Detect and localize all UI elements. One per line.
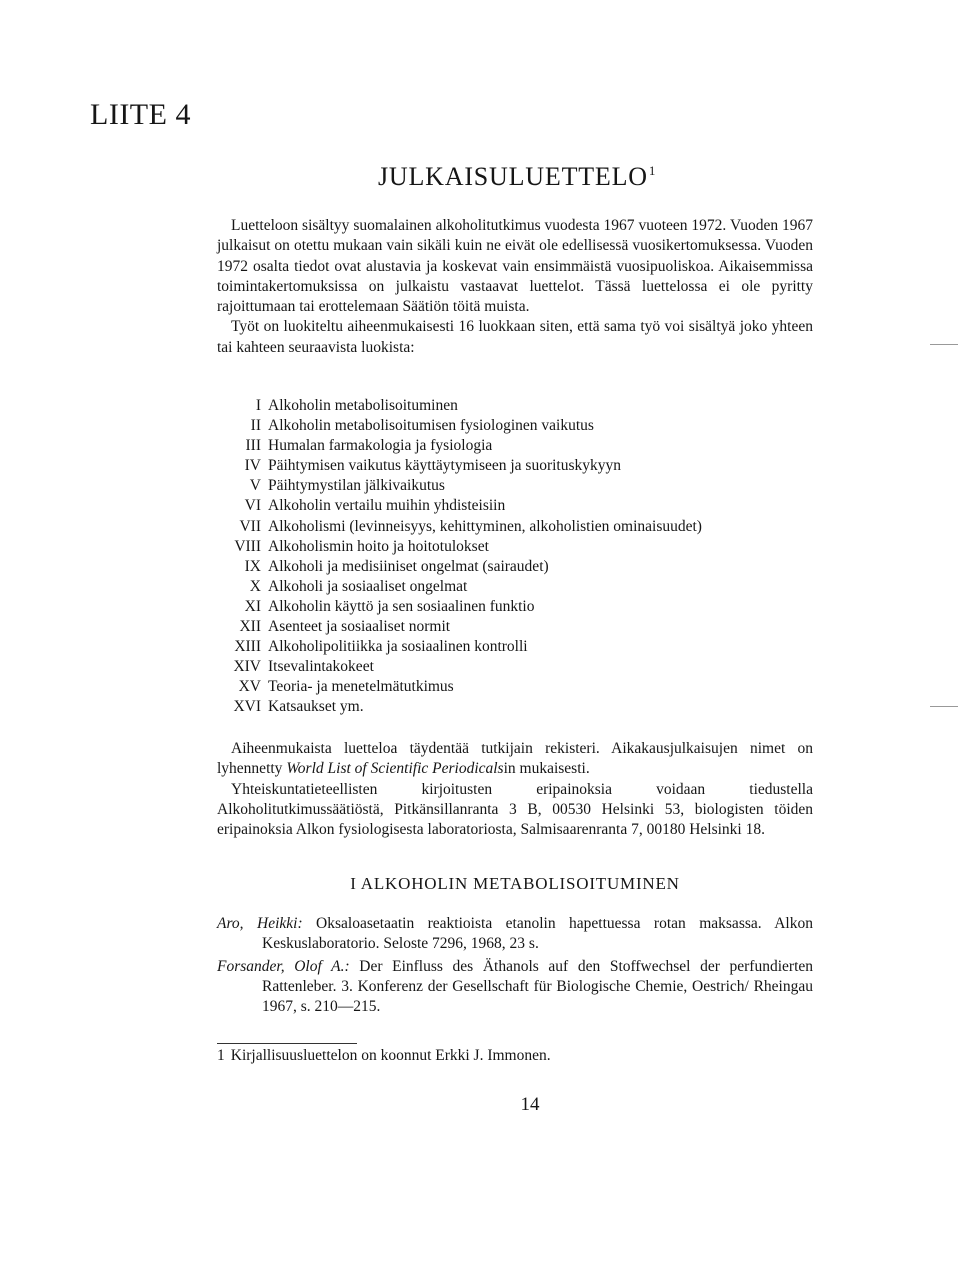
abbreviation-note bbox=[217, 739, 813, 780]
scan-artifact bbox=[930, 344, 958, 345]
reference-author: Aro, Heikki: bbox=[217, 915, 303, 932]
category-item bbox=[217, 657, 837, 677]
category-item bbox=[217, 476, 837, 496]
category-item bbox=[217, 436, 837, 456]
notes-section bbox=[217, 739, 813, 840]
category-number: V bbox=[249, 477, 261, 495]
category-item bbox=[217, 517, 837, 537]
category-item bbox=[217, 637, 837, 657]
category-item bbox=[217, 697, 837, 717]
category-number: XI bbox=[244, 597, 261, 615]
category-item bbox=[217, 597, 837, 617]
category-label: Asenteet ja sosiaaliset normit bbox=[268, 618, 451, 636]
category-number: XV bbox=[238, 678, 261, 696]
category-number: XVI bbox=[233, 698, 261, 716]
category-label: Päihtymisen vaikutus käyttäytymiseen ja suorituskykyyn bbox=[268, 457, 622, 475]
scan-artifact bbox=[930, 706, 958, 707]
footnote bbox=[217, 1047, 551, 1065]
category-number: IV bbox=[244, 457, 261, 475]
intro-paragraph-1: Luetteloon sisältyy suomalainen alkoholitutkimus vuodesta 1967 vuoteen 1972. Vuoden 1967 julkaisut on otettu mukaan vain sikäli kuin ne eivät ole edellisessä vuosikertomuksessa. Vuoden 1972 osalta tiedot ovat alustavia ja koskevat vain ensimmäistä vuosipuoliskoa. Aikaisemmissa toimintakertomuksissa on julkaistu vastaavat luettelot. Tässä luettelossa ei ole pyritty rajoittumaan tai erottelemaan Säätiön töitä muista. bbox=[217, 217, 813, 316]
category-number: VIII bbox=[234, 537, 261, 555]
abbreviation-source: World List of Scientific Periodicals bbox=[286, 760, 504, 778]
category-number: X bbox=[249, 577, 261, 595]
category-number: IX bbox=[244, 557, 261, 575]
abbreviation-text: Aikakausjulkaisujen nimet on lyhennetty bbox=[217, 740, 813, 778]
intro-paragraph-2: Työt on luokiteltu aiheenmukaisesti 16 luokkaan siten, että sama työ voi sisältyä joko yhteen tai kahteen seuraavista luokista: bbox=[217, 318, 813, 356]
category-number: I bbox=[255, 397, 261, 414]
category-label: Alkoholin käyttö ja sen sosiaalinen funktio bbox=[268, 597, 535, 615]
category-list bbox=[217, 396, 837, 718]
category-item bbox=[217, 456, 837, 476]
title-text: JULKAISULUETTELO bbox=[378, 162, 648, 191]
title-footnote-mark: 1 bbox=[648, 163, 657, 179]
category-label: Itsevalintakokeet bbox=[268, 658, 374, 676]
category-number: VII bbox=[239, 517, 261, 535]
category-item bbox=[217, 677, 837, 697]
category-label: Alkoholin vertailu muihin yhdisteisiin bbox=[268, 497, 506, 515]
category-label: Alkoholin metabolisoituminen bbox=[268, 397, 458, 414]
category-number: VI bbox=[244, 497, 261, 515]
offprints-note: Yhteiskuntatieteellisten kirjoitusten eripainoksia voidaan tiedustella Alkoholitutkimussäätiöstä, Pitkänsillanranta 3 B, 00530 Helsinki 53, biologisten töiden eripainoksia Alkon fysiologisesta laboratoriosta, Salmisaarenranta 7, 00180 Helsinki 18. bbox=[217, 780, 813, 839]
register-sentence: Aiheenmukaista luetteloa täydentää tutkijain rekisteri. bbox=[231, 740, 600, 757]
footnote-divider bbox=[217, 1043, 357, 1044]
category-label: Alkoholismin hoito ja hoitotulokset bbox=[268, 537, 489, 555]
section-heading: I ALKOHOLIN METABOLISOITUMINEN bbox=[350, 874, 680, 893]
footnote-text: Kirjallisuusluettelon on koonnut Erkki J. Immonen. bbox=[230, 1047, 551, 1064]
reference-entry bbox=[217, 914, 813, 955]
page-title bbox=[378, 162, 656, 192]
category-label: Humalan farmakologia ja fysiologia bbox=[268, 437, 493, 455]
category-number: XIII bbox=[234, 638, 261, 656]
intro-section bbox=[217, 216, 813, 358]
reference-list bbox=[217, 914, 813, 1019]
category-item bbox=[217, 496, 837, 516]
category-label: Teoria- ja menetelmätutkimus bbox=[268, 678, 454, 696]
category-number: III bbox=[245, 437, 261, 455]
category-item bbox=[217, 577, 837, 597]
category-item bbox=[217, 617, 837, 637]
category-label: Alkoholi ja sosiaaliset ongelmat bbox=[268, 577, 468, 595]
category-label: Alkoholin metabolisoitumisen fysiologinen vaikutus bbox=[268, 417, 594, 435]
category-number: XII bbox=[239, 618, 261, 636]
reference-author: Forsander, Olof A.: bbox=[217, 957, 350, 975]
category-label: Alkoholipolitiikka ja sosiaalinen kontrolli bbox=[268, 638, 528, 656]
category-item bbox=[217, 396, 837, 416]
category-item bbox=[217, 557, 837, 577]
category-item bbox=[217, 537, 837, 557]
category-item bbox=[217, 416, 837, 436]
reference-entry bbox=[217, 957, 813, 1018]
footnote-mark: 1 bbox=[217, 1047, 225, 1064]
appendix-label: LIITE 4 bbox=[90, 98, 191, 131]
category-label: Alkoholismi (levinneisyys, kehittyminen, alkoholistien ominaisuudet) bbox=[268, 517, 702, 535]
category-label: Alkoholi ja medisiiniset ongelmat (sairaudet) bbox=[268, 557, 549, 575]
category-number: XIV bbox=[233, 658, 261, 676]
abbreviation-suffix: in mukaisesti. bbox=[503, 760, 590, 778]
reference-text: Oksaloasetaatin reaktioista etanolin hapettuessa rotan maksassa. Alkon Keskuslaboratorio. Seloste 7296, 1968, 23 s. bbox=[262, 915, 813, 953]
category-label: Päihtymystilan jälkivaikutus bbox=[268, 477, 445, 495]
reference-text: Der Einfluss des Äthanols auf den Stoffwechsel der perfundierten Rattenleber. 3. Konferenz der Gesellschaft für Biologische Chemie, Oestrich/ Rheingau 1967, s. 210—215. bbox=[262, 957, 814, 1016]
category-label: Katsaukset ym. bbox=[268, 698, 364, 716]
page-number: 14 bbox=[520, 1094, 540, 1115]
category-number: II bbox=[250, 417, 261, 435]
